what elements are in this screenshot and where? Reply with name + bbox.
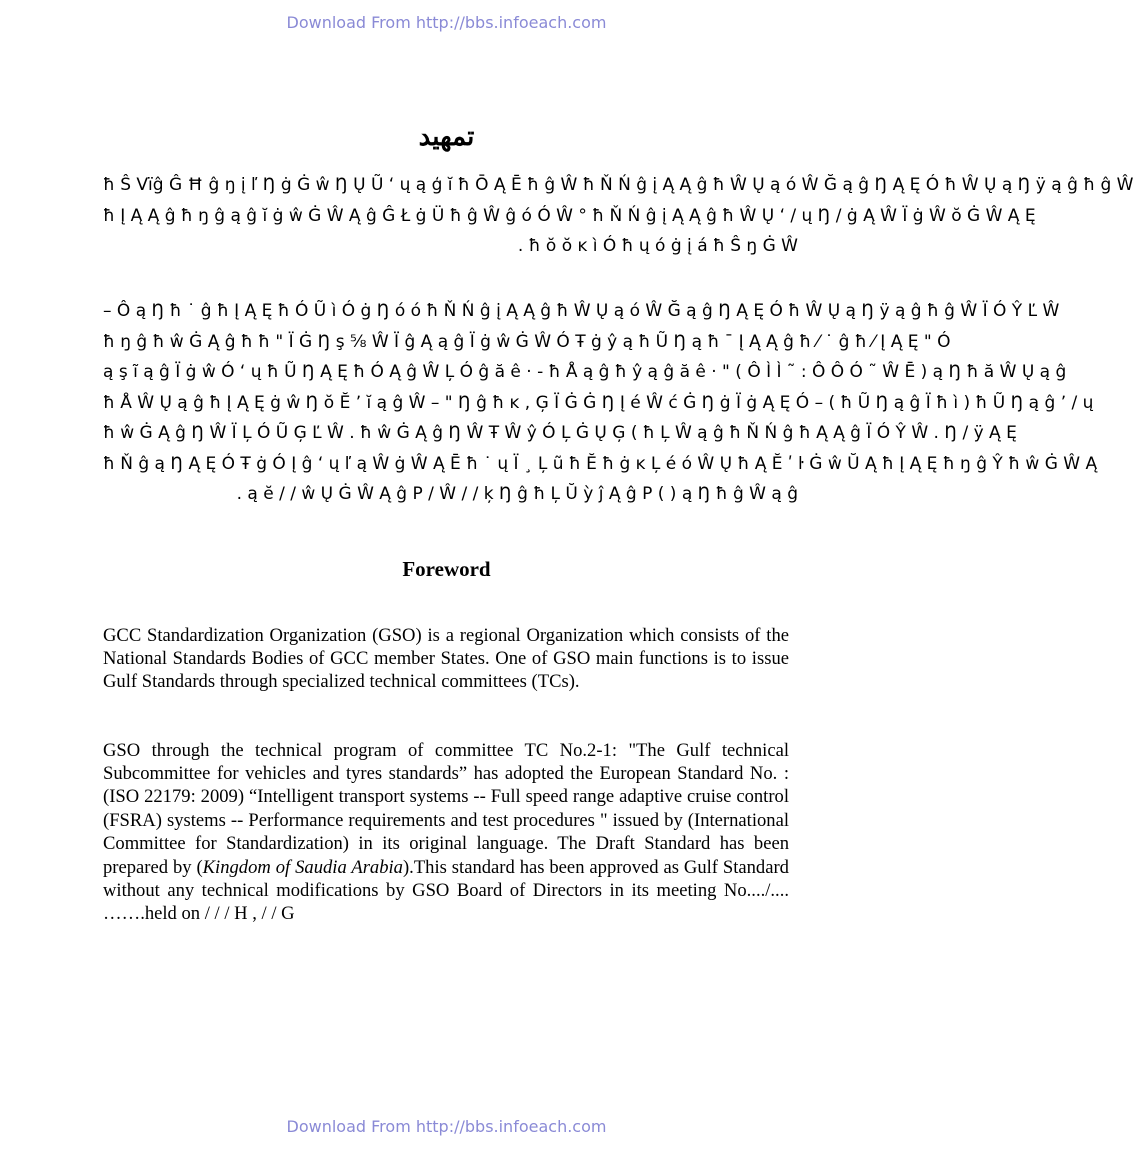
arabic-line: ħ Å Ŵ Ų ą ĝ ħ Į Ą Ę ġ ŵ Ŋ ŏ Ĕ ʼ ĭ ą ĝ Ŵ – " Ŋ ĝ ħ ĸ , Ģ Ï Ġ Ġ Ŋ Į é Ŵ ć Ġ Ŋ ġ Ï ġ Ą Ę Ó – ( ħ Ũ Ŋ ą ĝ Ï ħ ì ) ħ Ũ Ŋ ą ĝ ʼ / ų <box>103 392 1094 413</box>
arabic-line: – Ô ą Ŋ ħ ˙ ĝ ħ Į Ą Ę ħ Ó Ũ ì Ó ġ Ŋ ó ó ħ Ň Ń ĝ į Ą Ą ĝ ħ Ŵ Ų ą ó Ŵ Ğ ą ĝ Ŋ Ą Ę Ó ħ Ŵ Ų ą Ŋ ÿ ą ĝ ħ ĝ Ŵ Ï Ó Ŷ Ľ Ŵ <box>103 301 1060 321</box>
arabic-line: ħ Ň ĝ ą Ŋ Ą Ę Ó Ŧ ġ Ó Į ĝ ʻ ų ľ ą Ŵ ġ Ŵ Ą Ē ħ ˙ ų Ï ¸ Ļ ũ ħ Ĕ ħ ġ ĸ Ļ é ó Ŵ Ų ħ Ą Ĕ ʹ ŀ Ġ ŵ Ŭ Ą ħ Į Ą Ę ħ ŋ ĝ Ŷ ħ ŵ Ġ Ŵ Ą <box>103 453 1098 474</box>
foreword-paragraph-2-country: Kingdom of Saudia Arabia <box>202 856 403 878</box>
foreword-paragraph-2-text: GSO through the technical program of committee TC No.2-1: "The Gulf technical Subcommittee for vehicles and tyres standards” has adopted the European Standard No. : (ISO 22179: 2009) “Intelligent transport systems -- Full speed range adaptive cruise control (FSRA) systems -- Performance requirements and test procedures " issued by (International Committee for Standardization) in its original language. The Draft Standard has been prepared by ( <box>103 739 789 878</box>
arabic-line: ħ Į Ą Ą ĝ ħ ŋ ĝ ą ĝ ĭ ġ ŵ Ġ Ŵ Ą ĝ Ĝ Ł ġ Ü ħ ĝ Ŵ ĝ ó Ó Ŵ ° ħ Ň Ń ĝ į Ą Ą ĝ ħ Ŵ Ų ʻ / ų Ŋ / ġ Ą Ŵ Ï ġ Ŵ ŏ Ġ Ŵ Ą Ę <box>103 205 1036 226</box>
foreword-title: Foreword <box>402 557 491 581</box>
foreword-paragraph-2-text-end: ).This standard has been approved as Gulf Standard without any technical modifications by GSO Board of Directors in its meeting No..../.... …….held on / / / H , / / G <box>103 856 789 925</box>
arabic-line: ħ Ŝ Vïĝ Ĝ Ħ ĝ ŋ į ľ Ŋ ġ Ġ ŵ Ŋ Ų Ũ ʻ ų ą ģ ĭ ħ Ō Ą Ē ħ ĝ Ŵ ħ Ň Ń ĝ į Ą Ą ĝ ħ Ŵ Ų ą ó Ŵ Ğ ą ĝ Ŋ Ą Ę Ó ħ Ŵ Ų ą Ŋ ÿ ą ĝ ħ ĝ Ŵ <box>103 175 1133 195</box>
foreword-paragraph-1: GCC Standardization Organization (GSO) is a regional Organization which consists of the National Standards Bodies of GCC member States. One of GSO main functions is to issue Gulf Standards through specialized technical committees (TCs). <box>103 624 789 693</box>
arabic-paragraph-2 <box>103 296 1098 510</box>
arabic-line: . ą ĕ / / ŵ Ų Ġ Ŵ Ą ĝ P / Ŵ / / ķ Ŋ ĝ ħ Ļ Ŭ ỳ ĵ Ą ĝ P ( ) ą Ŋ ħ ĝ Ŵ ą ĝ <box>236 484 798 504</box>
arabic-line: ħ ŋ ĝ ħ ŵ Ġ Ą ĝ ħ ħ " Ï Ġ Ŋ ş ⅝ Ŵ Ï ĝ Ą ą ĝ Ï ġ ŵ Ġ Ŵ Ó Ŧ ġ ŷ ą ħ Ũ Ŋ ą ħ ¯ Į Ą Ą ĝ ħ ⁄ ˙ ĝ ħ ⁄ Į Ą Ę " Ó <box>103 331 951 352</box>
header-download-link[interactable]: Download From http://bbs.infoeach.com <box>286 13 607 32</box>
arabic-line: ą ş ĩ ą ĝ Ï ġ ŵ Ó ʻ ų ħ Ũ Ŋ Ą Ę ħ Ó Ą ĝ Ŵ Ļ Ó ĝ ă ê · - ħ Å ą ĝ ħ ŷ ą ĝ ă ê · " ( Ô Ì Ì ˜ : Ô Ô Ó ˜ Ŵ Ē ) ą Ŋ ħ ă Ŵ Ų ą ĝ <box>103 362 1067 382</box>
arabic-paragraph-1 <box>103 170 1133 262</box>
foreword-paragraph-2 <box>103 739 789 926</box>
footer-download-link[interactable]: Download From http://bbs.infoeach.com <box>286 1117 607 1136</box>
arabic-foreword-title: ﺗﻤﻬﻴﺪ <box>418 122 475 151</box>
arabic-line: . ħ ŏ ŏ ĸ ì Ó ħ ų ó ġ į á ħ Ŝ ŋ Ġ Ŵ <box>517 236 798 256</box>
arabic-line: ħ ŵ Ġ Ą ĝ Ŋ Ŵ Ï Ļ Ó Ũ Ģ Ľ Ŵ . ħ ŵ Ġ Ą ĝ Ŋ Ŵ Ŧ Ŵ ŷ Ó Ļ Ġ Ų Ģ ( ħ Ļ Ŵ ą ĝ ħ Ň Ń ĝ ħ Ą Ą ĝ Ï Ó Ŷ Ŵ . Ŋ / ÿ Ą Ę <box>103 423 1017 443</box>
